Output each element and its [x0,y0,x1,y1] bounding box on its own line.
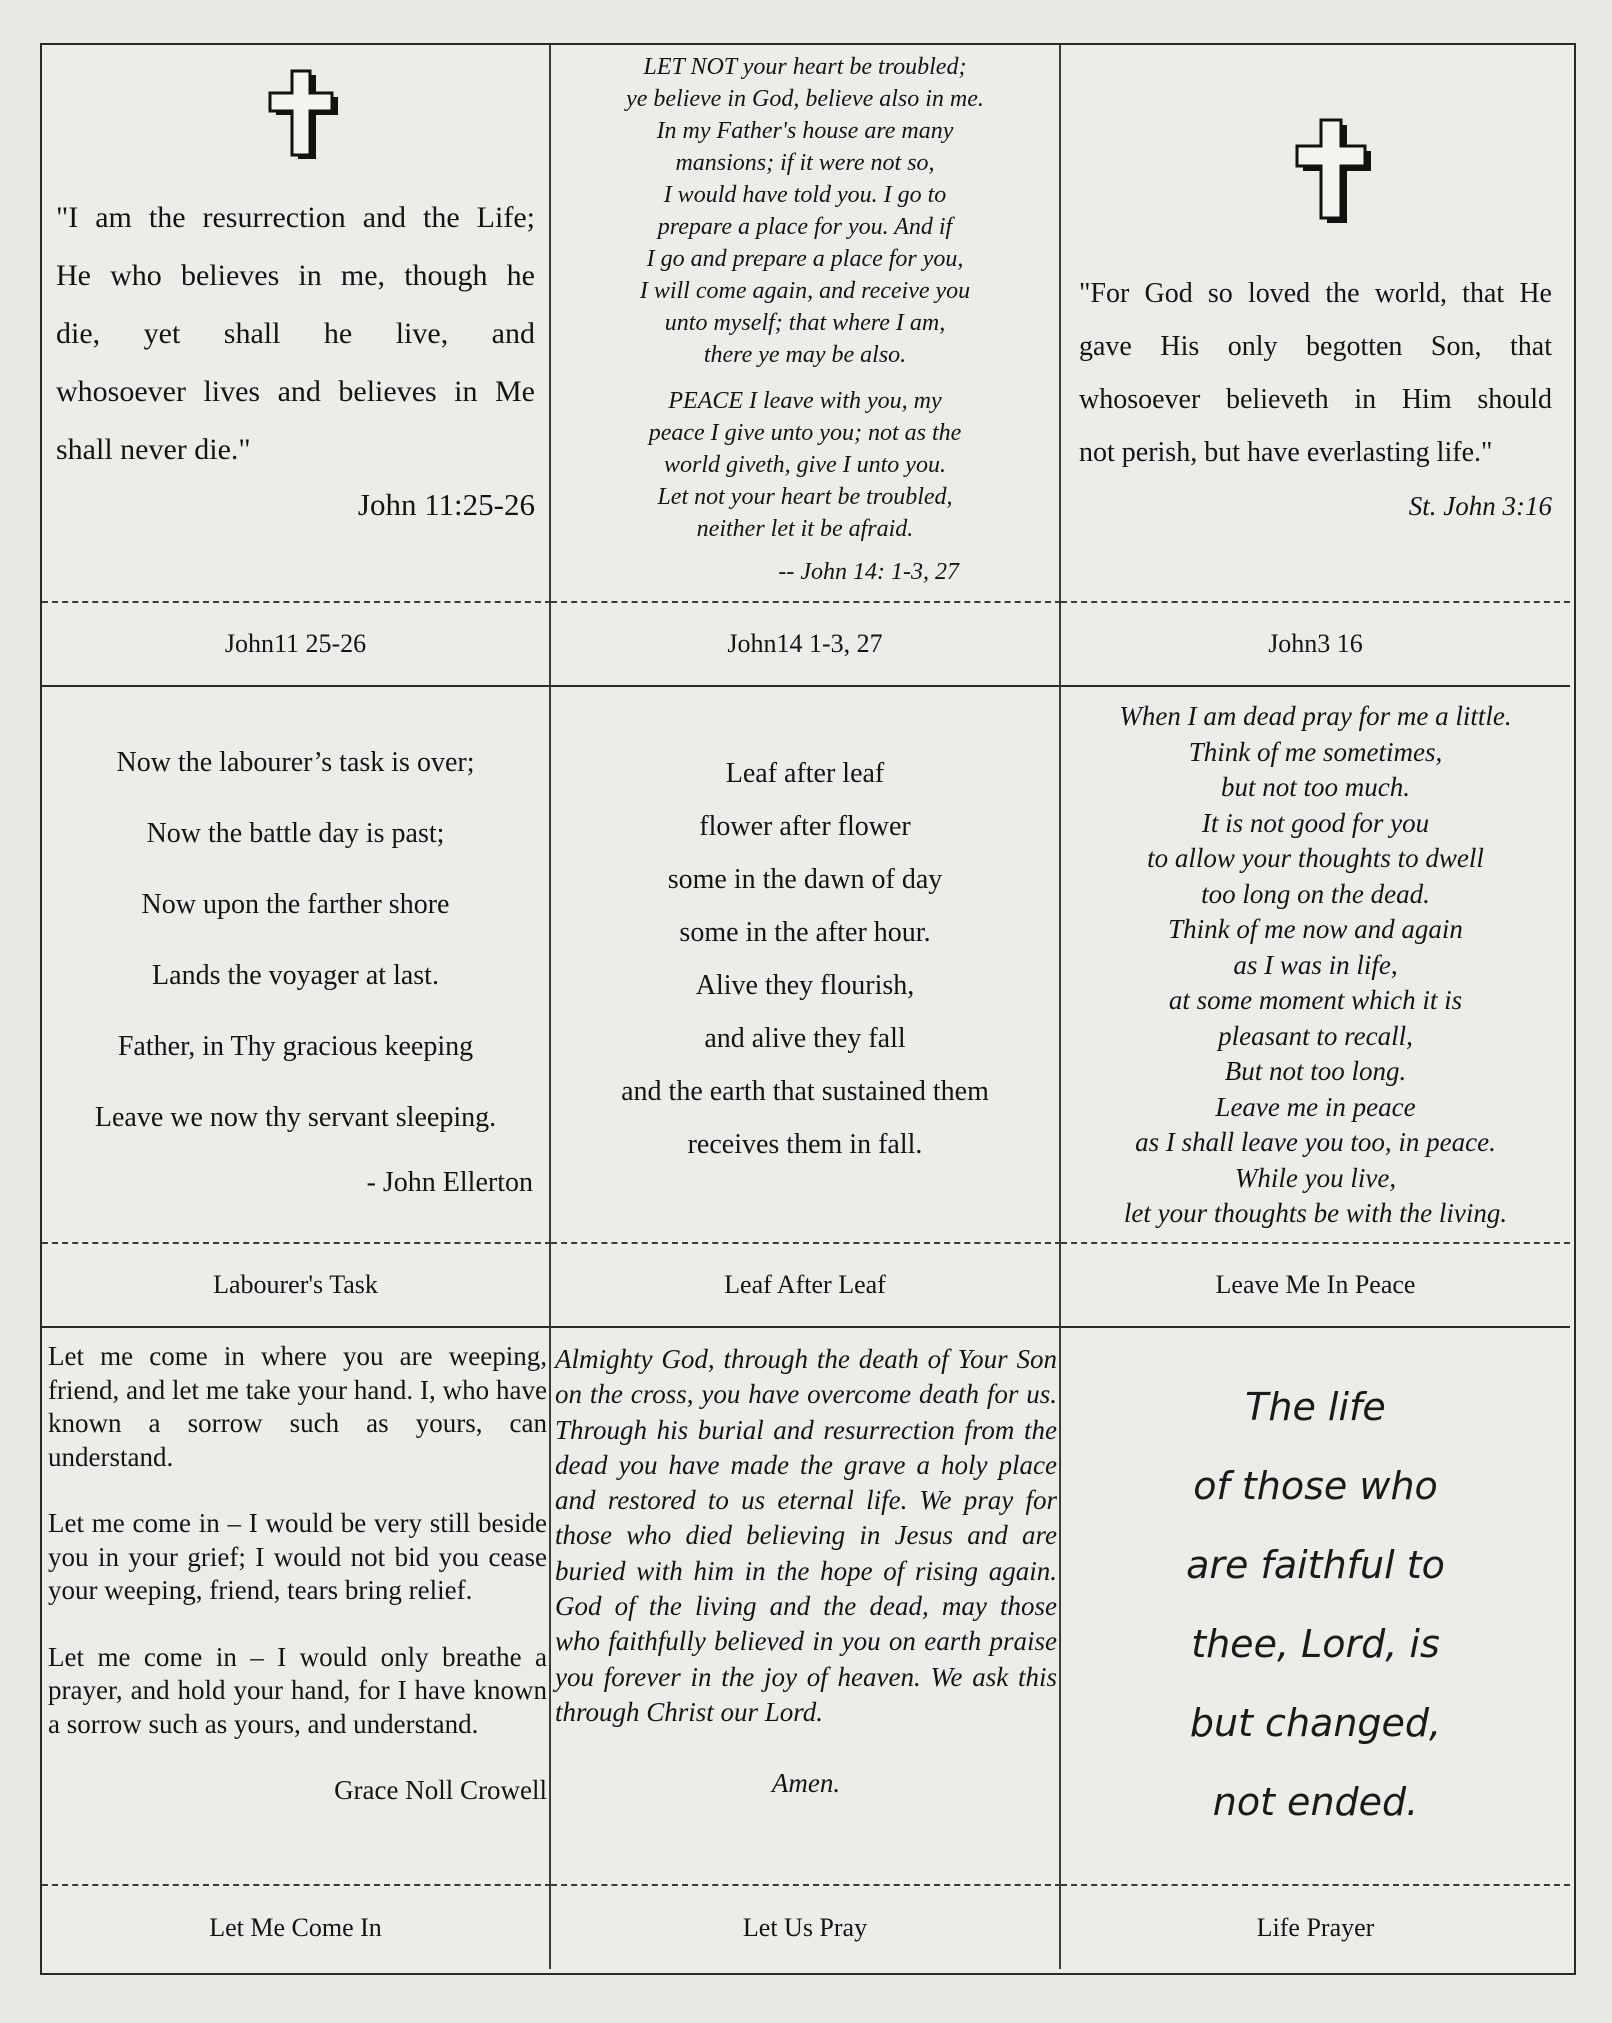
quote-line: die, yet shall he live, and [56,317,535,350]
card-life-prayer [1061,1328,1570,1886]
verse-line: world giveth, give I unto you. [664,452,946,478]
card-label: Life Prayer [1256,1912,1375,1942]
prayer-text: Almighty God, through the death of Your Son on the cross, you have overcome death for us. Through his burial and resurrection from the dead you have made the grave a holy place and restored to us eternal life. We pray for those who died believing in Jesus and are buried with him in the hope of rising again. God of the living and the dead, may those who faithfully believed in you on earth praise you forever in the joy of heaven. We ask this through Christ our Lord. [555,1344,1057,1727]
poem-line: Now the labourer’s task is over; [116,747,475,778]
scripture-reference: -- John 14: 1-3, 27 [778,559,959,585]
card-label: Leaf After Leaf [551,1244,1061,1328]
scripture-reference: John 11:25-26 [357,487,535,522]
verse-line: PEACE I leave with you, my [668,388,942,414]
card-label: John11 25-26 [42,603,551,687]
verse-stanza [551,51,1059,371]
poem-line: Father, in Thy gracious keeping [117,1031,474,1062]
prayer-line: are faithful to [1186,1543,1445,1587]
card-label: Labourer's Task [42,1244,551,1328]
card-label: Let Us Pray [551,1886,1061,1969]
card-john-11 [42,45,551,603]
quote-line: shall never die." [56,433,251,466]
cross-icon [1289,115,1375,227]
poem-author: Grace Noll Crowell [334,1775,547,1805]
poem-line: Now the battle day is past; [146,818,445,849]
scripture-reference: St. John 3:16 [1408,491,1552,521]
card-labourers-task [42,687,551,1244]
poem-line: Think of me now and again [1168,914,1463,944]
poem-line: Now upon the farther shore [141,889,450,920]
poem-paragraph: Let me come in where you are weeping, friend, and let me take your hand. I, who have known a sorrow such as yours, can understand. [48,1341,547,1472]
verse-line: Let not your heart be troubled, [657,484,953,510]
poem-line: It is not good for you [1201,807,1430,838]
poem-line: receives them in fall. [687,1129,923,1160]
poem-line: Think of me sometimes, [1188,736,1443,767]
prayer-line: thee, Lord, is [1191,1622,1440,1666]
verse-line: prepare a place for you. And if [657,214,953,240]
poem-line: as I shall leave you too, in peace. [1135,1127,1496,1157]
poem-line: but not too much. [1221,772,1410,802]
verse-line: LET NOT your heart be troubled; [643,54,967,80]
prayer-line: but changed, [1189,1701,1442,1745]
poem-line: at some moment which it is [1168,985,1463,1015]
quote-line: He who believes in me, though he [56,259,535,292]
cross-icon [264,67,342,163]
poem-line: too long on the dead. [1201,878,1430,909]
card-john-14 [551,45,1061,603]
verse-line: there ye may be also. [703,342,907,368]
card-label: Let Me Come In [42,1886,551,1969]
poem-line: But not too long. [1224,1056,1407,1086]
card-john-3 [1061,45,1570,603]
poem-line: Leave me in peace [1215,1091,1416,1122]
poem-line: to allow your thoughts to dwell [1147,843,1484,873]
poem-line: some in the after hour. [679,917,931,948]
prayer-line: not ended. [1212,1780,1419,1824]
poem-author: - John Ellerton [366,1167,533,1198]
poem-line: some in the dawn of day [667,864,943,895]
poem-line: While you live, [1234,1162,1397,1193]
poem-line: Leaf after leaf [725,758,885,789]
verse-line: ye believe in God, believe also in me. [626,86,984,112]
prayer-line: The life [1245,1385,1386,1429]
poem-line: as I was in life, [1233,949,1398,980]
poem-line: When I am dead pray for me a little. [1119,701,1512,731]
scripture-quote [1079,267,1552,479]
verse-line: I go and prepare a place for you, [646,246,964,272]
verse-line: mansions; if it were not so, [675,150,935,176]
poem-line: let your thoughts be with the living. [1123,1198,1508,1228]
quote-line: whosoever lives and believes in Me [56,375,535,408]
prayer-amen: Amen. [771,1768,841,1799]
verse-line: unto myself; that where I am, [664,310,946,336]
quote-line: whosoever believeth in Him should [1079,384,1552,415]
card-label: John3 16 [1061,603,1570,687]
poem-line: Lands the voyager at last. [152,960,439,991]
poem-paragraph: Let me come in – I would be very still beside you in your grief; I would not bid you cease your weeping, friend, tears bring relief. [48,1508,547,1605]
poem-line: pleasant to recall, [1218,1020,1413,1051]
poem-line: Leave we now thy servant sleeping. [94,1102,497,1133]
verse-stanza [551,385,1059,545]
poem-line: and alive they fall [704,1023,906,1054]
quote-line: gave His only begotten Son, that [1079,331,1552,362]
quote-line: not perish, but have everlasting life." [1079,437,1493,468]
card-let-me-come-in [42,1328,551,1886]
verse-line: I would have told you. I go to [663,182,947,208]
scripture-quote [56,189,535,479]
poem-paragraph: Let me come in – I would only breathe a prayer, and hold your hand, for I have known a sorrow such as yours, and understand. [48,1641,547,1739]
card-label: John14 1-3, 27 [551,603,1061,687]
verse-line: peace I give unto you; not as the [648,420,962,446]
poem-line: and the earth that sustained them [621,1076,989,1107]
memorial-card-sheet [40,43,1576,1975]
card-let-us-pray [551,1328,1061,1886]
verse-line: I will come again, and receive you [639,278,971,304]
quote-line: "I am the resurrection and the Life; [56,201,535,234]
quote-line: "For God so loved the world, that He [1079,278,1552,309]
card-leaf-after-leaf [551,687,1061,1244]
card-leave-me-in-peace [1061,687,1570,1244]
poem-line: flower after flower [699,811,911,842]
card-label: Leave Me In Peace [1061,1244,1570,1328]
verse-line: In my Father's house are many [656,118,954,144]
prayer-line: of those who [1193,1464,1438,1508]
poem-line: Alive they flourish, [695,970,915,1001]
verse-line: neither let it be afraid. [696,516,914,542]
